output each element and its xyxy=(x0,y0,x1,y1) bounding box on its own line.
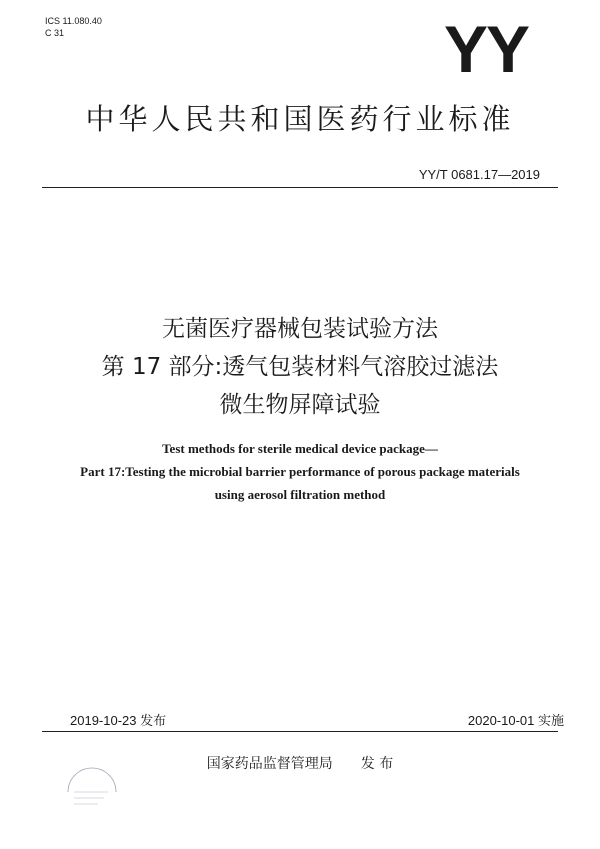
title-en-line3: using aerosol filtration method xyxy=(214,487,386,502)
title-zh-line2: 第 17 部分:透气包装材料气溶胶过滤法 xyxy=(101,354,499,380)
classification-codes xyxy=(45,15,102,39)
title-zh-line1: 无菌医疗器械包装试验方法 xyxy=(162,316,438,342)
library-stamp-icon xyxy=(62,762,122,822)
yy-logo: YY xyxy=(443,12,528,86)
standard-number: YY/T 0681.17—2019 xyxy=(418,167,540,182)
ccs-code: C 31 xyxy=(45,28,65,38)
bottom-divider xyxy=(42,731,558,732)
issue-date: 2019-10-23 发布 xyxy=(70,713,167,728)
top-divider xyxy=(42,187,558,188)
issuer-action: 发 布 xyxy=(360,756,394,772)
ics-code: ICS 11.080.40 xyxy=(45,16,102,26)
title-zh-line3: 微生物屏障试验 xyxy=(219,392,381,418)
title-en-line2: Part 17:Testing the microbial barrier performance of porous package materials xyxy=(80,464,520,479)
title-en-line1: Test methods for sterile medical device package— xyxy=(162,441,438,456)
implementation-date: 2020-10-01 实施 xyxy=(467,713,564,728)
standard-type-title: 中华人民共和国医药行业标准 xyxy=(85,102,515,136)
issuer-name: 国家药品监督管理局 xyxy=(206,756,333,772)
